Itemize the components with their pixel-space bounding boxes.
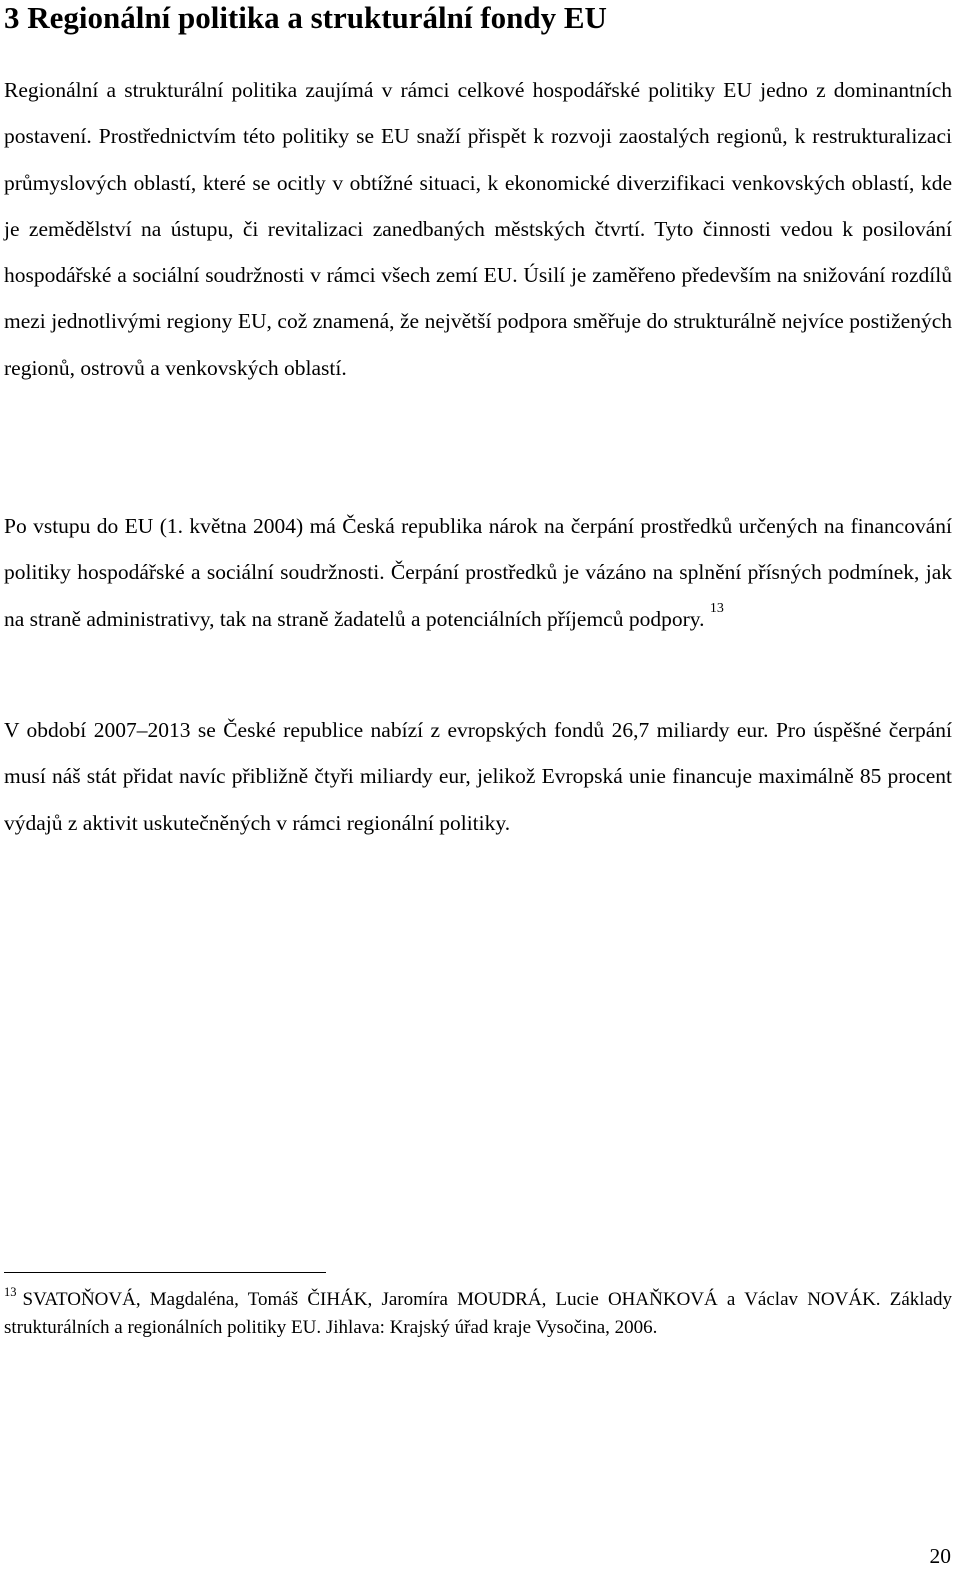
paragraph-regional-policy [4,67,952,391]
paragraph-text: Po vstupu do EU (1. května 2004) má Česká republika nárok na čerpání prostředků určených na financování politiky hospodářské a sociální soudržnosti. Čerpání prostředků je vázáno na splnění přísných podmínek, jak na straně administrativy, tak na straně žadatelů a potenciálních příjemců podpory. [4,514,952,631]
paragraph-funding-period [4,707,952,846]
paragraph-text: V období 2007–2013 se České republice nabízí z evropských fondů 26,7 miliardy eur. Pro úspěšné čerpání musí náš stát přidat navíc přibližně čtyři miliardy eur, jelikož Evropská unie financuje maximálně 85 procent výdajů z aktivit uskutečněných v rámci regionální politiky. [4,718,952,835]
footnote [4,1286,952,1342]
footnote-number: 13 [4,1285,17,1299]
paragraph-text: Regionální a strukturální politika zaujímá v rámci celkové hospodářské politiky EU jedno z dominantních postavení. Prostřednictvím této politiky se EU snaží přispět k rozvoji zaostalých regionů, k restrukturalizaci průmyslových oblastí, které se ocitly v obtížné situaci, k ekonomické diverzifikaci venkovských oblastí, kde je zemědělství na ústupu, či revitalizaci zanedbaných městských čtvrtí. Tyto činnosti vedou k posilování hospodářské a sociální soudržnosti v rámci všech zemí EU. Úsilí je zaměřeno především na snižování rozdílů mezi jednotlivými regiony EU, což znamená, že největší podpora směřuje do strukturálně nejvíce postižených regionů, ostrovů a venkovských oblastí. [4,78,952,380]
footnote-separator [4,1272,326,1273]
footnote-reference[interactable]: 13 [709,600,724,616]
page-number: 20 [929,1544,951,1568]
footnote-text: SVATOŇOVÁ, Magdaléna, Tomáš ČIHÁK, Jaromíra MOUDRÁ, Lucie OHAŇKOVÁ a Václav NOVÁK. Základy strukturálních a regionálních politiky EU. Jihlava: Krajský úřad kraje Vysočina, 2006. [4,1289,952,1338]
paragraph-eu-accession [4,503,952,642]
chapter-heading: 3 Regionální politika a strukturální fondy EU [4,0,607,35]
